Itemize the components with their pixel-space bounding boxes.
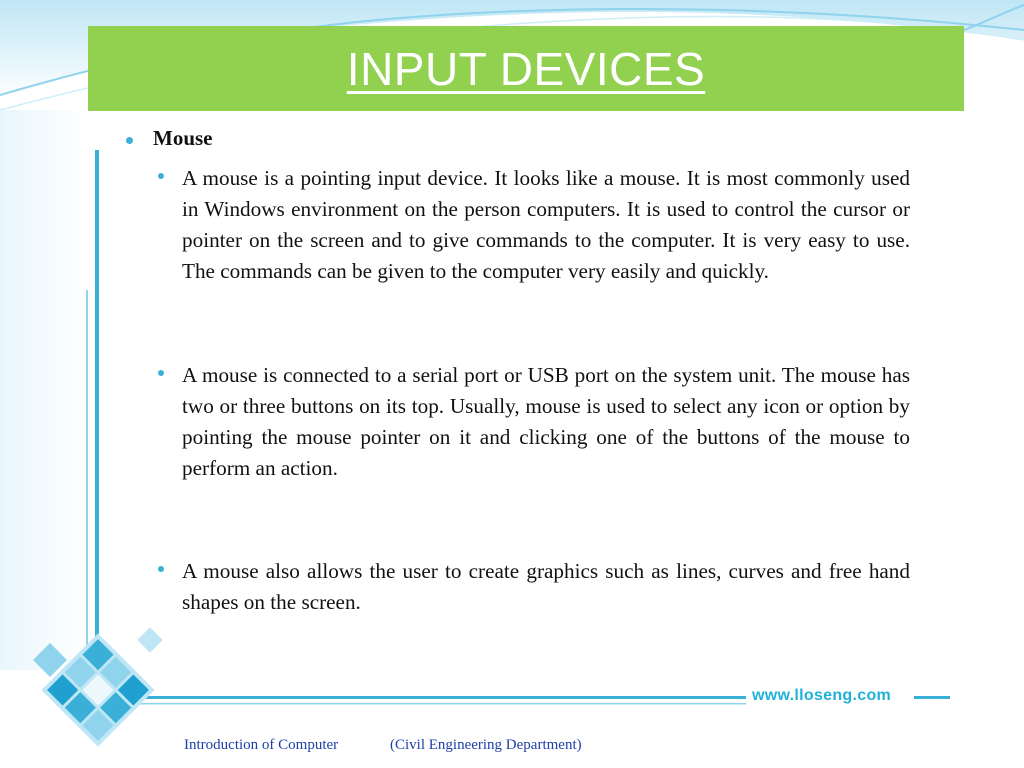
footer-right: (Civil Engineering Department) xyxy=(390,737,582,753)
bottom-line-main xyxy=(140,696,746,699)
left-fade-panel xyxy=(0,110,90,670)
left-accent-bar xyxy=(95,150,99,670)
paragraph-1: A mouse is a pointing input device. It looks like a mouse. It is most commonly used in Windows environment on the person computers. It is used to control the cursor or pointer on the screen and to give commands to the computer. It is very easy to use. The commands can be given to the computer very easily and quickly. xyxy=(182,166,910,283)
heading-mouse: Mouse xyxy=(153,126,213,150)
website-url: www.lloseng.com xyxy=(752,687,892,704)
diamond-small-2 xyxy=(137,627,162,652)
paragraph-3: A mouse also allows the user to create graphics such as lines, curves and free hand shapes on the screen. xyxy=(182,559,910,614)
bottom-line-thin xyxy=(140,703,746,705)
left-accent-bar-thin xyxy=(86,290,88,670)
bullet-icon xyxy=(126,137,133,144)
title-bar xyxy=(88,26,964,111)
paragraph-2: A mouse is connected to a serial port or USB port on the system unit. The mouse has two or three buttons on its top. Usually, mouse is used to select any icon or option by pointing the mouse pointer on it and clicking one of the buttons of the mouse to perform an action. xyxy=(182,363,910,480)
bottom-line-right xyxy=(914,696,950,699)
slide-title: INPUT DEVICES xyxy=(346,42,706,95)
bullet-icon xyxy=(158,173,164,179)
footer-left: Introduction of Computer xyxy=(184,737,339,753)
bullet-icon xyxy=(158,566,164,572)
bullet-icon xyxy=(158,370,164,376)
